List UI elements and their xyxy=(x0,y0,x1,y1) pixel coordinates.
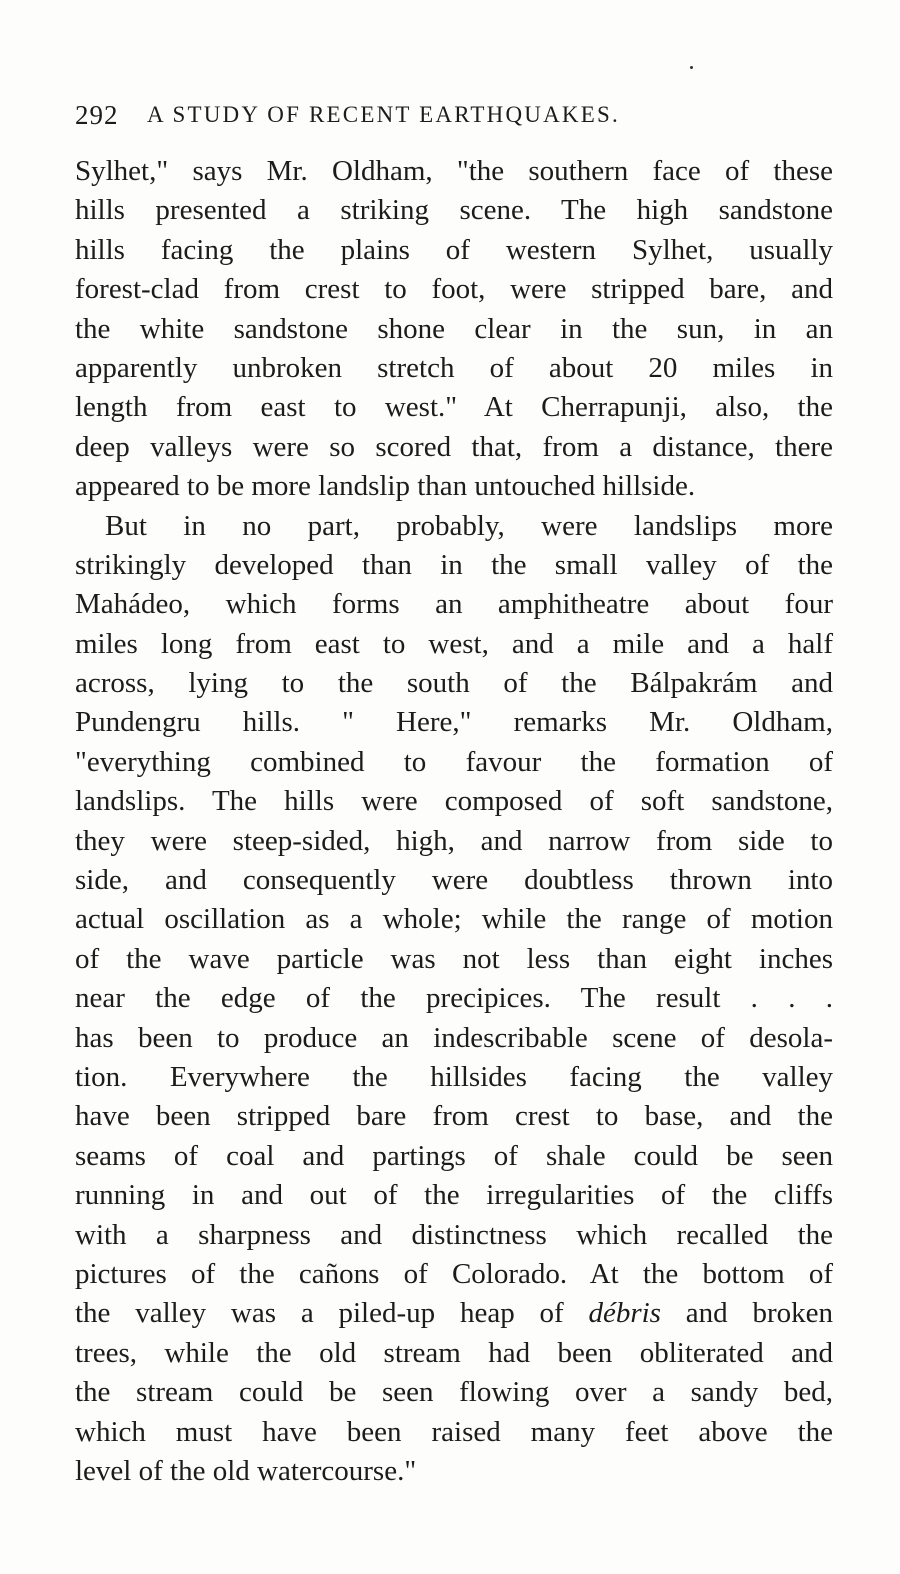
text-segment: of the wave particle was not less than eight inches xyxy=(75,942,833,975)
text-line xyxy=(75,1137,833,1176)
text-segment: which must have been raised many feet above the xyxy=(75,1415,833,1448)
text-segment: the stream could be seen flowing over a sandy bed, xyxy=(75,1376,833,1409)
text-line xyxy=(75,428,833,467)
text-segment: seams of coal and partings of shale could be seen xyxy=(75,1139,833,1172)
text-line xyxy=(75,546,833,585)
text-line xyxy=(75,703,833,742)
text-segment: and broken xyxy=(660,1297,833,1330)
text-line xyxy=(75,979,833,1018)
text-segment: But in no part, probably, were landslips more xyxy=(105,509,833,542)
paragraph xyxy=(75,507,833,1492)
text-line xyxy=(75,1019,833,1058)
text-line xyxy=(75,1176,833,1215)
italic-word: débris xyxy=(588,1297,661,1330)
text-line xyxy=(75,270,833,309)
text-segment: they were steep-sided, high, and narrow from side to xyxy=(75,824,833,857)
text-segment: hills facing the plains of western Sylhet, usually xyxy=(75,233,833,266)
text-segment: Mahádeo, which forms an amphitheatre about four xyxy=(75,588,833,621)
text-segment: across, lying to the south of the Bálpakrám and xyxy=(75,667,833,700)
text-segment: trees, while the old stream had been obliterated and xyxy=(75,1336,833,1369)
text-line xyxy=(75,467,833,506)
text-line xyxy=(75,507,833,546)
text-line xyxy=(75,782,833,821)
text-segment: Sylhet," says Mr. Oldham, "the southern face of these xyxy=(75,155,833,187)
text-segment: the white sandstone shone clear in the sun, in an xyxy=(75,312,833,345)
text-line xyxy=(75,310,833,349)
running-title: A STUDY OF RECENT EARTHQUAKES. xyxy=(147,102,620,127)
text-line xyxy=(75,349,833,388)
text-segment: have been stripped bare from crest to base, and the xyxy=(75,1100,833,1133)
text-line xyxy=(75,152,833,191)
text-line xyxy=(75,1334,833,1373)
text-line xyxy=(75,1097,833,1136)
text-line xyxy=(75,1216,833,1255)
text-line xyxy=(75,191,833,230)
text-segment: "everything combined to favour the formation of xyxy=(75,745,833,778)
text-segment: landslips. The hills were composed of soft sandstone, xyxy=(75,785,833,818)
text-segment: Pundengru hills. " Here," remarks Mr. Oldham, xyxy=(75,706,833,739)
text-line xyxy=(75,1452,833,1491)
text-segment: length from east to west." At Cherrapunji, also, the xyxy=(75,391,833,424)
text-line xyxy=(75,664,833,703)
text-line xyxy=(75,940,833,979)
text-segment: pictures of the cañons of Colorado. At the bottom of xyxy=(75,1257,833,1290)
text-line xyxy=(75,1413,833,1452)
text-line xyxy=(75,1373,833,1412)
text-segment: near the edge of the precipices. The result . . . xyxy=(75,982,833,1015)
text-segment: has been to produce an indescribable scene of desola- xyxy=(75,1021,833,1054)
text-segment: apparently unbroken stretch of about 20 miles in xyxy=(75,351,833,384)
text-line xyxy=(75,625,833,664)
page-number: 292 xyxy=(75,100,119,130)
page-header xyxy=(75,100,835,136)
text-line xyxy=(75,822,833,861)
text-segment: forest-clad from crest to foot, were stripped bare, and xyxy=(75,273,833,306)
text-line xyxy=(75,231,833,270)
text-line xyxy=(75,861,833,900)
text-segment: hills presented a striking scene. The high sandstone xyxy=(75,194,833,227)
text-segment: level of the old watercourse." xyxy=(75,1454,417,1487)
text-line xyxy=(75,1255,833,1294)
text-line xyxy=(75,1294,833,1333)
text-segment: deep valleys were so scored that, from a distance, there xyxy=(75,430,833,463)
paragraph xyxy=(75,152,833,507)
text-segment: appeared to be more landslip than untouched hillside. xyxy=(75,470,696,503)
text-segment: tion. Everywhere the hillsides facing the valley xyxy=(75,1060,833,1093)
text-line xyxy=(75,743,833,782)
text-segment: strikingly developed than in the small valley of the xyxy=(75,548,833,581)
text-segment: actual oscillation as a whole; while the range of motion xyxy=(75,903,833,936)
text-segment: with a sharpness and distinctness which recalled the xyxy=(75,1218,833,1251)
text-line xyxy=(75,900,833,939)
text-segment: miles long from east to west, and a mile and a half xyxy=(75,627,833,660)
text-line xyxy=(75,1058,833,1097)
text-line xyxy=(75,388,833,427)
scan-speck xyxy=(690,66,693,69)
text-segment: running in and out of the irregularities of the cliffs xyxy=(75,1179,833,1212)
text-line xyxy=(75,585,833,624)
text-segment: the valley was a piled-up heap of xyxy=(75,1297,589,1330)
page-body xyxy=(75,152,833,1491)
text-segment: side, and consequently were doubtless thrown into xyxy=(75,864,833,897)
